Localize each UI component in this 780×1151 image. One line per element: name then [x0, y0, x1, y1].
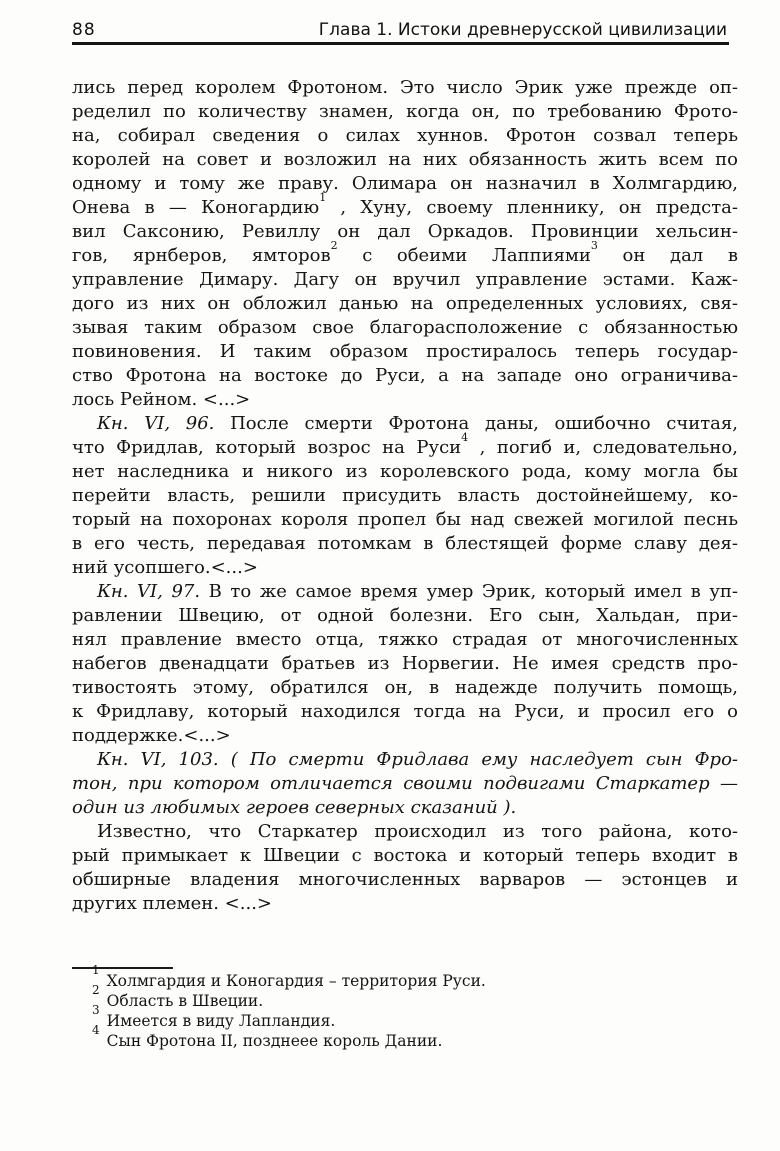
text-line — [72, 239, 738, 268]
text-line — [72, 724, 738, 748]
text-run: других племен. <...> — [72, 893, 273, 914]
text-run: гов, ярнберов, ямторов — [72, 245, 331, 266]
text-line — [72, 460, 738, 484]
text-line — [72, 628, 738, 652]
text-line — [72, 292, 738, 316]
text-line — [72, 892, 738, 916]
header-rule — [72, 42, 729, 45]
footnote-marker: 4 — [92, 1023, 100, 1038]
footnote-item — [72, 963, 738, 991]
text-line — [72, 868, 738, 892]
footnote-marker: 1 — [92, 963, 100, 978]
text-run: набегов двенадцати братьев из Норвегии. Не имея средств про- — [72, 653, 738, 674]
footnote-marker: 3 — [92, 1003, 100, 1018]
text-line — [72, 844, 738, 868]
footnote-ref: 3 — [590, 239, 598, 253]
text-line — [72, 748, 738, 772]
text-run: лись перед королем Фротоном. Это число Эрик уже прежде оп- — [72, 77, 738, 98]
text-run: лось Рейном. <...> — [72, 389, 251, 410]
text-line — [72, 76, 738, 100]
text-line — [72, 508, 738, 532]
footnotes-block — [72, 963, 738, 1051]
text-run: тивостоять этому, обратился он, в надежде получить помощь, — [72, 677, 738, 698]
text-line — [72, 676, 738, 700]
footnote-ref: 4 — [461, 431, 469, 445]
text-run: Кн. VI, 103. ( По смерти Фридлава ему наследует сын Фро- — [97, 749, 738, 770]
text-run: он дал в — [597, 245, 738, 266]
footnote-text: Имеется в виду Лапландия. — [106, 1012, 336, 1030]
text-line — [72, 268, 738, 292]
footnote-text: Холмгардия и Коногардия – территория Руси. — [106, 972, 486, 990]
text-line — [72, 124, 738, 148]
text-run: тон, при котором отличается своими подвигами Старкатер — — [72, 773, 738, 794]
body-text — [72, 76, 738, 916]
text-line — [72, 580, 738, 604]
text-run: нял правление вместо отца, тяжко страдая от многочисленных — [72, 629, 738, 650]
text-run: что Фридлав, который возрос на Руси — [72, 437, 462, 458]
text-run: Онева в — Коногардию — [72, 197, 320, 218]
text-line — [72, 484, 738, 508]
footnote-text: Область в Швеции. — [106, 992, 264, 1010]
text-run: рый примыкает к Швеции с востока и который теперь входит в — [72, 845, 738, 866]
text-run: в его честь, передавая потомкам в блестящей форме славу дея- — [72, 533, 738, 554]
text-line — [72, 431, 738, 460]
text-line — [72, 191, 738, 220]
footnote-ref: 2 — [330, 239, 338, 253]
text-line — [72, 220, 738, 244]
text-run: повиновения. И таким образом простиралось теперь государ- — [72, 341, 738, 362]
text-run: вил Саксонию, Ревиллу он дал Оркадов. Провинции хельсин- — [72, 221, 738, 242]
text-run: , погиб и, следовательно, — [468, 437, 738, 458]
text-line — [72, 148, 738, 172]
text-run: к Фридлаву, который находился тогда на Руси, и просил его о — [72, 701, 738, 722]
text-line — [72, 604, 738, 628]
text-run: поддержке.<...> — [72, 725, 231, 746]
text-run: дого из них он обложил данью на определенных условиях, свя- — [72, 293, 738, 314]
text-run: ний усопшего.<...> — [72, 557, 258, 578]
page-number: 88 — [72, 20, 96, 40]
text-line — [72, 316, 738, 340]
footnote-text: Сын Фротона II, позднеее король Дании. — [106, 1032, 443, 1050]
text-run: Известно, что Старкатер происходил из того района, кото- — [97, 821, 738, 842]
text-line — [72, 700, 738, 724]
text-run: , Хуну, своему пленнику, он предста- — [326, 197, 738, 218]
text-run: одному и тому же праву. Олимара он назначил в Холмгардию, — [72, 173, 738, 194]
text-line — [72, 340, 738, 364]
text-run: перейти власть, решили присудить власть достойнейшему, ко- — [72, 485, 738, 506]
text-line — [72, 556, 738, 580]
text-run: В то же самое время умер Эрик, который имел в уп- — [200, 581, 738, 602]
text-run: После смерти Фротона даны, ошибочно считая, — [214, 413, 738, 434]
text-run: нет наследника и никого из королевского рода, кому могла бы — [72, 461, 738, 482]
text-line — [72, 172, 738, 196]
text-run: управление Димару. Дагу он вручил управление эстами. Каж- — [72, 269, 738, 290]
footnote-separator — [72, 967, 173, 969]
text-line — [72, 388, 738, 412]
text-line — [72, 772, 738, 796]
footnote-marker: 2 — [92, 983, 100, 998]
running-head — [72, 20, 727, 40]
text-run: равлении Швецию, от одной болезни. Его сын, Хальдан, при- — [72, 605, 738, 626]
text-run: торый на похоронах короля пропел бы над свежей могилой песнь — [72, 509, 738, 530]
text-line — [72, 532, 738, 556]
text-run: один из любимых героев северных сказаний ). — [72, 797, 517, 818]
footnote-item — [72, 983, 738, 1011]
text-run: Кн. VI, 97. — [97, 581, 201, 602]
footnote-item — [72, 1003, 738, 1031]
footnote-item — [72, 1023, 738, 1051]
text-run: зывая таким образом свое благорасположение с обязанностью — [72, 317, 738, 338]
text-line — [72, 820, 738, 844]
text-line — [72, 796, 738, 820]
text-line — [72, 412, 738, 436]
text-run: ство Фротона на востоке до Руси, а на западе оно ограничива- — [72, 365, 738, 386]
text-run: королей на совет и возложил на них обязанность жить всем по — [72, 149, 738, 170]
text-line — [72, 100, 738, 124]
text-run: на, собирал сведения о силах хуннов. Фротон созвал теперь — [72, 125, 738, 146]
chapter-running-title: Глава 1. Истоки древнерусской цивилизации — [318, 20, 727, 40]
footnote-ref: 1 — [319, 191, 327, 205]
text-run: с обеими Лаппиями — [337, 245, 591, 266]
text-run: ределил по количеству знамен, когда он, по требованию Фрото- — [72, 101, 738, 122]
text-line — [72, 364, 738, 388]
text-run: Кн. VI, 96. — [97, 413, 215, 434]
text-line — [72, 652, 738, 676]
text-run: обширные владения многочисленных варваров — эстонцев и — [72, 869, 738, 890]
